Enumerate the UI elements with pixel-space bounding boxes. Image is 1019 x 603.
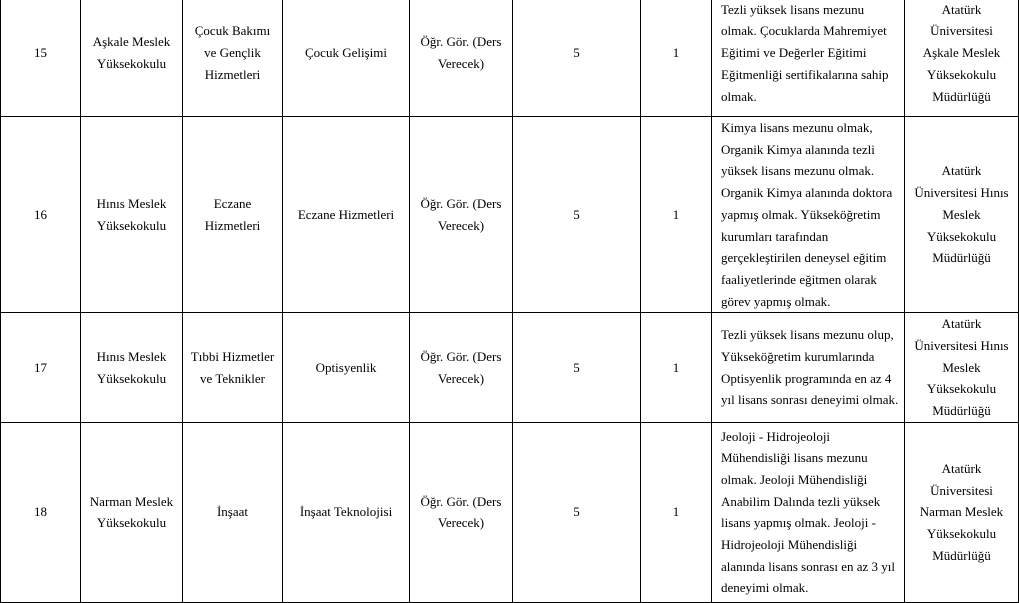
- department-cell: İnşaat: [183, 422, 283, 602]
- table-row: [1, 117, 1019, 313]
- degree-cell: 5: [513, 0, 641, 117]
- application-cell: Atatürk Üniversitesi Hınıs Meslek Yüksekokulu Müdürlüğü: [905, 117, 1019, 313]
- row-number: 15: [1, 0, 81, 117]
- title-cell: Öğr. Gör. (Ders Verecek): [410, 422, 513, 602]
- table-row: [1, 422, 1019, 602]
- row-number: 18: [1, 422, 81, 602]
- department-cell: Çocuk Bakımı ve Gençlik Hizmetleri: [183, 0, 283, 117]
- table-row: [1, 0, 1019, 117]
- count-cell: 1: [641, 0, 712, 117]
- program-cell: Eczane Hizmetleri: [283, 117, 410, 313]
- requirements-cell: Tezli yüksek lisans mezunu olmak. Çocuklarda Mahremiyet Eğitimi ve Değerler Eğitimi Eğitmenliği sertifikalarına sahip olmak.: [712, 0, 905, 117]
- application-cell: Atatürk Üniversitesi Hınıs Meslek Yüksekokulu Müdürlüğü: [905, 313, 1019, 423]
- department-cell: Eczane Hizmetleri: [183, 117, 283, 313]
- unit-cell: Hınıs Meslek Yüksekokulu: [81, 117, 183, 313]
- program-cell: İnşaat Teknolojisi: [283, 422, 410, 602]
- degree-cell: 5: [513, 313, 641, 423]
- title-cell: Öğr. Gör. (Ders Verecek): [410, 0, 513, 117]
- table-row: [1, 313, 1019, 423]
- requirements-cell: Kimya lisans mezunu olmak, Organik Kimya alanında tezli yüksek lisans mezunu olmak. Organik Kimya alanında doktora yapmış olmak. Yükseköğretim kurumları tarafından gerçekleştirilen deneysel eğitim faaliyetlerinde eğitmen olarak görev yapmış olmak.: [712, 117, 905, 313]
- requirements-cell: Tezli yüksek lisans mezunu olup, Yükseköğretim kurumlarında Optisyenlik programında en az 4 yıl lisans sonrası deneyimi olmak.: [712, 313, 905, 423]
- row-number: 17: [1, 313, 81, 423]
- application-cell: Atatürk Üniversitesi Aşkale Meslek Yüksekokulu Müdürlüğü: [905, 0, 1019, 117]
- application-cell: Atatürk Üniversitesi Narman Meslek Yüksekokulu Müdürlüğü: [905, 422, 1019, 602]
- title-cell: Öğr. Gör. (Ders Verecek): [410, 313, 513, 423]
- program-cell: Çocuk Gelişimi: [283, 0, 410, 117]
- unit-cell: Aşkale Meslek Yüksekokulu: [81, 0, 183, 117]
- degree-cell: 5: [513, 422, 641, 602]
- row-number: 16: [1, 117, 81, 313]
- unit-cell: Hınıs Meslek Yüksekokulu: [81, 313, 183, 423]
- title-cell: Öğr. Gör. (Ders Verecek): [410, 117, 513, 313]
- requirements-cell: Jeoloji - Hidrojeoloji Mühendisliği lisans mezunu olmak. Jeoloji Mühendisliği Anabilim Dalında tezli yüksek lisans yapmış olmak. Jeoloji - Hidrojeoloji Mühendisliği alanında lisans sonrası en az 3 yıl deneyimi olmak.: [712, 422, 905, 602]
- count-cell: 1: [641, 117, 712, 313]
- count-cell: 1: [641, 422, 712, 602]
- program-cell: Optisyenlik: [283, 313, 410, 423]
- count-cell: 1: [641, 313, 712, 423]
- department-cell: Tıbbi Hizmetler ve Teknikler: [183, 313, 283, 423]
- unit-cell: Narman Meslek Yüksekokulu: [81, 422, 183, 602]
- degree-cell: 5: [513, 117, 641, 313]
